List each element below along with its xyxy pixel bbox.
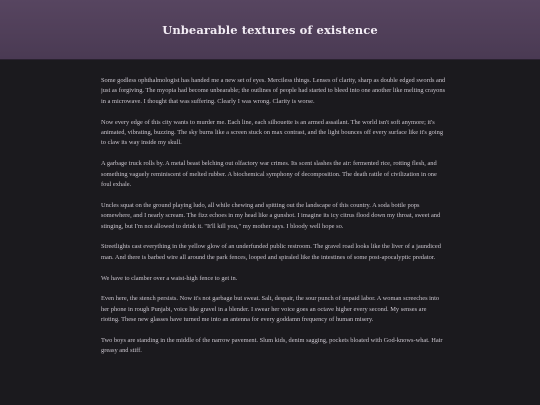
paragraph: Two boys are standing in the middle of the narrow pavement. Slum kids, denim sagging, pockets bloated with God-knows-what. Hair greasy and stiff. [101, 337, 443, 355]
page-header [0, 0, 540, 60]
paragraph: Some godless ophthalmologist has handed me a new set of eyes. Merciless things. Lenses of clarity, sharp as double edged swords and just as forgiving. The myopia had become unbearable; the outlines of people had started to bleed into one another like melting crayons in a microwave. I thought that was suffering. Clearly I was wrong. Clarity is worse. [101, 77, 446, 105]
article-body [101, 76, 446, 405]
paragraph: A garbage truck rolls by. A metal beast belching out olfactory war crimes. Its scent slashes the air: fermented rice, rotting flesh, and something vaguely reminiscent of melted rubber. A biochemical symphony of decomposition. The death rattle of civilization in one foul exhale. [101, 160, 437, 189]
paragraph: Streetlights cast everything in the yellow glow of an underfunded public restroom. The gravel road looks like the liver of a jaundiced man. And there is barbed wire all around the park fences, looped and spiraled like the intestines of some post-apocalyptic predator. [101, 243, 441, 261]
page-title: Unbearable textures of existence [162, 22, 378, 37]
paragraph: Uncles squat on the ground playing ludo, all while chewing and spitting out the landscape of this country. A soda bottle pops somewhere, and I nearly scream. The fizz echoes in my head like a gunshot. I imagine its icy citrus flood down my throat, sweet and stinging, but I'm not allowed to drink it. "It'll kill you," my mother says. I bloody well hope so. [101, 201, 441, 230]
paragraph: We have to clamber over a waist-high fence to get in. [101, 274, 238, 282]
paragraph: Even here, the stench persists. Now it's not garbage but sweat. Salt, despair, the sour punch of unpaid labor. A woman screeches into her phone in rough Punjabi, voice like gravel in a blender. I swear her voice goes an octave higher every second. My senses are rioting. These new glasses have turned me into an antenna for every goddamn frequency of human misery. [101, 295, 440, 324]
paragraph: Now every edge of this city wants to murder me. Each line, each silhouette is an armed assailant. The world isn't soft anymore; it's animated, vibrating, buzzing. The sky burns like a screen stuck on max contrast, and the light bounces off every surface like it's going to claw its way inside my skull. [101, 118, 444, 147]
